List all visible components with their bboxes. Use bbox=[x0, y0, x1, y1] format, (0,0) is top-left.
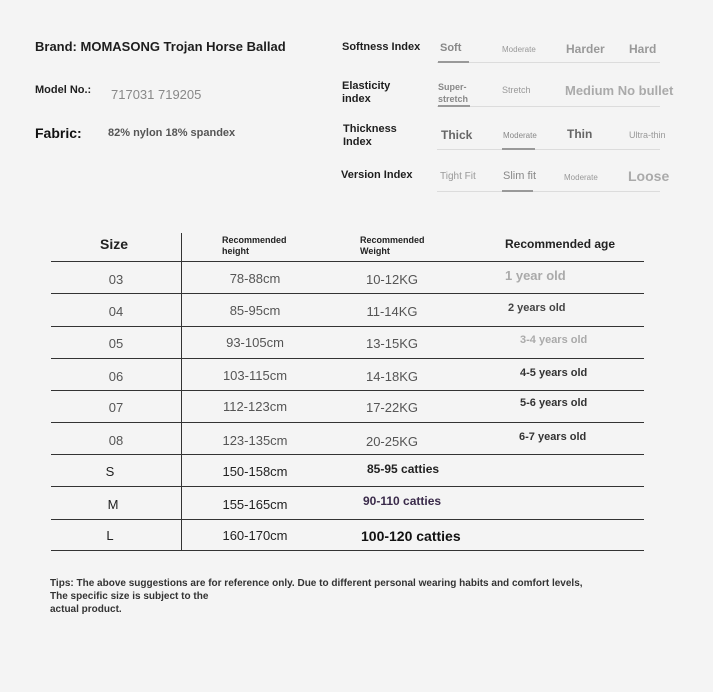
fabric-label: Fabric: bbox=[35, 125, 82, 141]
size-cell: 04 bbox=[108, 304, 124, 319]
header-recommended-height: Recommended height bbox=[222, 235, 287, 256]
size-cell: 06 bbox=[108, 369, 124, 384]
age-cell: 6-7 years old bbox=[519, 431, 587, 443]
version-index-label: Version Index bbox=[341, 169, 413, 181]
height-cell: 150-158cm bbox=[222, 464, 288, 479]
softness-option-soft: Soft bbox=[440, 42, 462, 54]
size-cell: S bbox=[105, 464, 115, 479]
tips-line-2: The specific size is subject to the bbox=[50, 591, 209, 602]
weight-cell: 90-110 catties bbox=[363, 494, 442, 508]
softness-option-harder: Harder bbox=[566, 42, 605, 56]
age-cell: 2 years old bbox=[508, 302, 566, 314]
weight-cell: 20-25KG bbox=[365, 434, 419, 449]
softness-selected-underline bbox=[438, 61, 469, 63]
tips-text bbox=[50, 577, 590, 616]
table-column-divider bbox=[181, 233, 182, 550]
elasticity-index-label: Elasticity index bbox=[342, 80, 391, 105]
weight-cell: 11-14KG bbox=[366, 304, 418, 319]
weight-cell: 100-120 catties bbox=[361, 528, 461, 544]
header-size: Size bbox=[100, 236, 129, 252]
fabric-value: 82% nylon 18% spandex bbox=[108, 127, 236, 139]
thickness-option-thin: Thin bbox=[567, 127, 593, 141]
height-cell: 155-165cm bbox=[222, 497, 288, 512]
size-cell: M bbox=[107, 497, 119, 512]
elasticity-option-medium-no-bullet: Medium No bullet bbox=[565, 83, 674, 98]
height-cell: 78-88cm bbox=[229, 271, 281, 286]
tips-line-3: actual product. bbox=[50, 604, 122, 615]
height-cell: 85-95cm bbox=[229, 303, 281, 318]
weight-cell: 17-22KG bbox=[365, 400, 419, 415]
age-cell: 4-5 years old bbox=[520, 367, 588, 379]
thickness-option-thick: Thick bbox=[441, 128, 473, 142]
height-cell: 123-135cm bbox=[222, 433, 288, 448]
softness-index-label: Softness Index bbox=[342, 41, 421, 53]
age-cell: 1 year old bbox=[505, 268, 566, 283]
thickness-option-ultra-thin: Ultra-thin bbox=[629, 130, 666, 140]
elasticity-selected-underline bbox=[438, 105, 470, 107]
height-cell: 160-170cm bbox=[222, 528, 288, 543]
version-option-loose: Loose bbox=[628, 168, 670, 184]
size-cell: 08 bbox=[108, 433, 124, 448]
version-option-tight-fit: Tight Fit bbox=[440, 171, 476, 182]
thickness-index-label: Thickness Index bbox=[343, 123, 397, 148]
age-cell: 5-6 years old bbox=[520, 397, 588, 409]
height-cell: 103-115cm bbox=[222, 368, 288, 383]
thickness-selected-underline bbox=[502, 148, 535, 150]
version-selected-underline bbox=[502, 190, 533, 192]
size-cell: 05 bbox=[108, 336, 124, 351]
brand-text: Brand: MOMASONG Trojan Horse Ballad bbox=[35, 39, 286, 54]
elasticity-option-stretch: Stretch bbox=[502, 85, 531, 95]
weight-cell: 10-12KG bbox=[365, 272, 419, 287]
model-label: Model No.: bbox=[35, 84, 92, 96]
weight-cell: 85-95 catties bbox=[367, 462, 440, 476]
weight-cell: 14-18KG bbox=[365, 369, 419, 384]
elasticity-option-super-stretch: Super-stretch bbox=[438, 82, 469, 104]
model-value: 717031 719205 bbox=[111, 87, 202, 102]
weight-cell: 13-15KG bbox=[365, 336, 419, 351]
tips-line-1: Tips: The above suggestions are for reference only. Due to different personal wearing habits and comfort levels, bbox=[50, 578, 583, 589]
header-recommended-weight: Recommended Weight bbox=[360, 235, 425, 256]
size-cell: 03 bbox=[108, 272, 124, 287]
header-recommended-age: Recommended age bbox=[505, 237, 616, 251]
version-option-moderate: Moderate bbox=[564, 173, 598, 182]
version-option-slim-fit: Slim fit bbox=[503, 170, 536, 182]
size-cell: 07 bbox=[108, 400, 124, 415]
height-cell: 112-123cm bbox=[222, 399, 288, 414]
age-cell: 3-4 years old bbox=[520, 334, 588, 346]
height-cell: 93-105cm bbox=[226, 335, 284, 350]
softness-option-moderate: Moderate bbox=[502, 45, 536, 54]
thickness-option-moderate: Moderate bbox=[503, 131, 537, 140]
softness-option-hard: Hard bbox=[629, 42, 657, 56]
size-cell: L bbox=[106, 528, 114, 543]
